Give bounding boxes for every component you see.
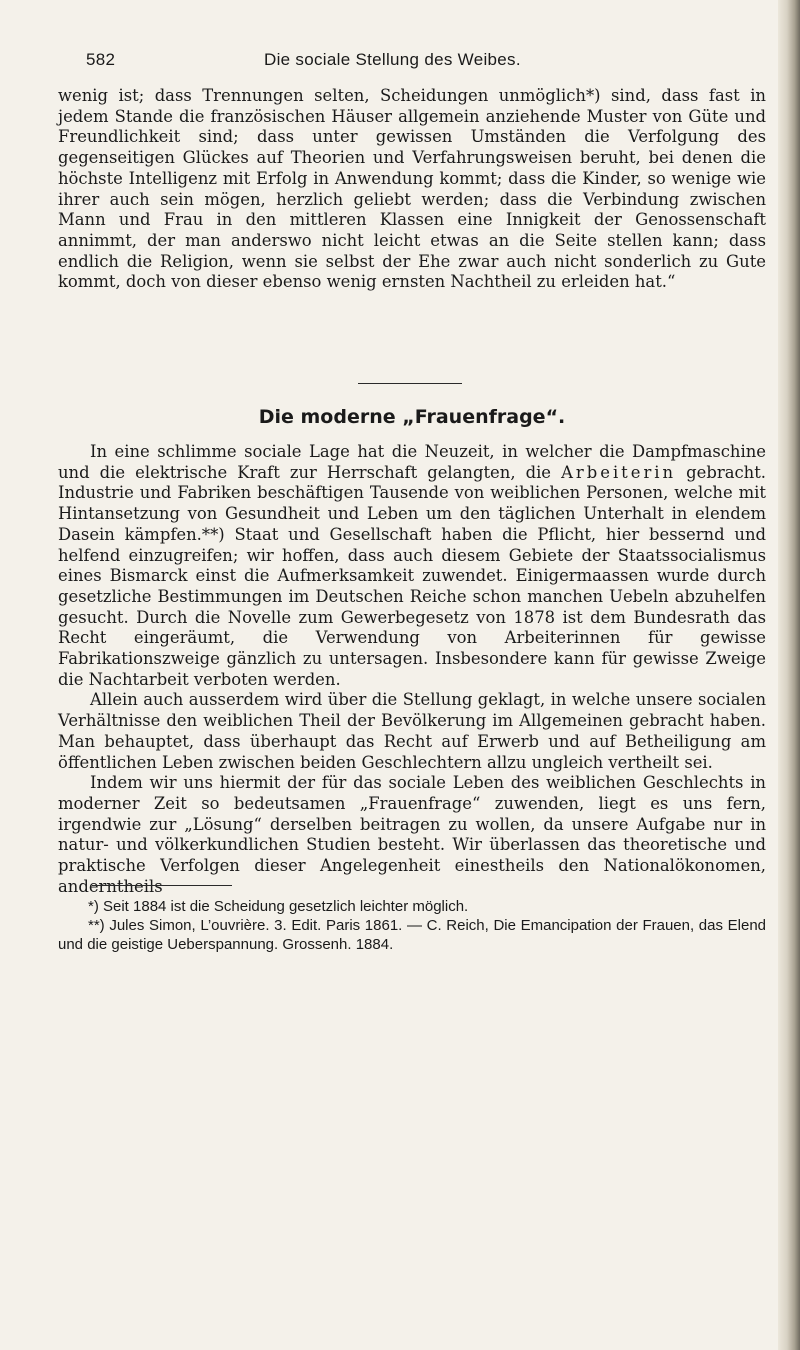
footnotes [58, 897, 766, 954]
paragraph: wenig ist; dass Trennungen selten, Scheidungen unmöglich*) sind, dass fast in jedem Stande die französischen Häuser allgemein anziehende Muster von Güte und Freundlichkeit sind; dass unter gewissen Umständen die Verfolgung des gegenseitigen Glückes auf Theorien und Verfahrungsweisen beruht, bei denen die höchste Intelligenz mit Erfolg in Anwendung kommt; dass die Kinder, so wenige wie ihrer auch sein mögen, herzlich geliebt werden; dass die Verbindung zwischen Mann und Frau in den mittleren Klassen eine Innigkeit der Genossenschaft annimmt, der man anderswo nicht leicht etwas an die Seite stellen kann; dass endlich die Religion, wenn sie selbst der Ehe zwar auch nicht sonderlich zu Gute kommt, doch von dieser ebenso wenig ernsten Nachtheil zu erleiden hat.“ [58, 86, 766, 292]
paragraph-text: In eine schlimme sociale Lage hat die Neuzeit, in welcher die Dampfmaschine und die elektrische Kraft zur Herrschaft gelangten, die [58, 442, 766, 482]
page-number: 582 [86, 50, 116, 69]
text-block-main [58, 442, 766, 897]
footnote-rule [92, 885, 232, 886]
page-edge-shadow [778, 0, 800, 1350]
paragraph: Indem wir uns hiermit der für das sociale Leben des weiblichen Geschlechts in moderner Zeit so bedeutsamen „Frauenfrage“ zuwenden, liegt es uns fern, irgendwie zur „Lösung“ derselben beitragen zu wollen, da unsere Aufgabe nur in natur- und völkerkundlichen Studien besteht. Wir überlassen das theoretische und praktische Verfolgen dieser Angelegenheit einestheils den Nationalökonomen, anderntheils [58, 773, 766, 896]
paragraph-text: gebracht. Industrie und Fabriken beschäftigen Tausende von weiblichen Personen, welche mit Hintansetzung von Gesundheit und Leben um den täglichen Unterhalt in elendem Dasein kämpfen.**) Staat und Gesellschaft haben die Pflicht, hier bessernd und helfend einzugreifen; wir hoffen, dass auch diesem Gebiete der Staatssocialismus eines Bismarck einst die Aufmerksamkeit zuwendet. Einigermaassen wurde durch gesetzliche Bestimmungen im Deutschen Reiche schon manchen Uebeln abzuhelfen gesucht. Durch die Novelle zum Gewerbegesetz von 1878 ist dem Bundesrath das Recht eingeräumt, die Verwendung von Arbeiterinnen für gewisse Fabrikationszweige gänzlich zu untersagen. Insbesondere kann für gewisse Zweige die Nachtarbeit verboten werden. [58, 462, 766, 689]
text-block-top [58, 86, 766, 293]
emphasized-word: Arbeiterin [561, 462, 677, 482]
section-divider [358, 383, 462, 384]
footnote: *) Seit 1884 ist die Scheidung gesetzlich leichter möglich. [88, 898, 469, 915]
section-heading: Die moderne „Frauenfrage“. [258, 406, 566, 428]
running-title: Die sociale Stellung des Weibes. [264, 50, 521, 69]
paragraph [58, 442, 766, 690]
paragraph: Allein auch ausserdem wird über die Stellung geklagt, in welche unsere socialen Verhältnisse den weiblichen Theil der Bevölkerung im Allgemeinen gebracht haben. Man behauptet, dass überhaupt das Recht auf Erwerb und auf Betheiligung am öffentlichen Leben zwischen beiden Geschlechtern allzu ungleich vertheilt sei. [58, 690, 766, 772]
footnote: **) Jules Simon, L’ouvrière. 3. Edit. Paris 1861. — C. Reich, Die Emancipation der Frauen, das Elend und die geistige Ueberspannung. Grossenh. 1884. [58, 917, 766, 953]
page-header [86, 50, 766, 80]
